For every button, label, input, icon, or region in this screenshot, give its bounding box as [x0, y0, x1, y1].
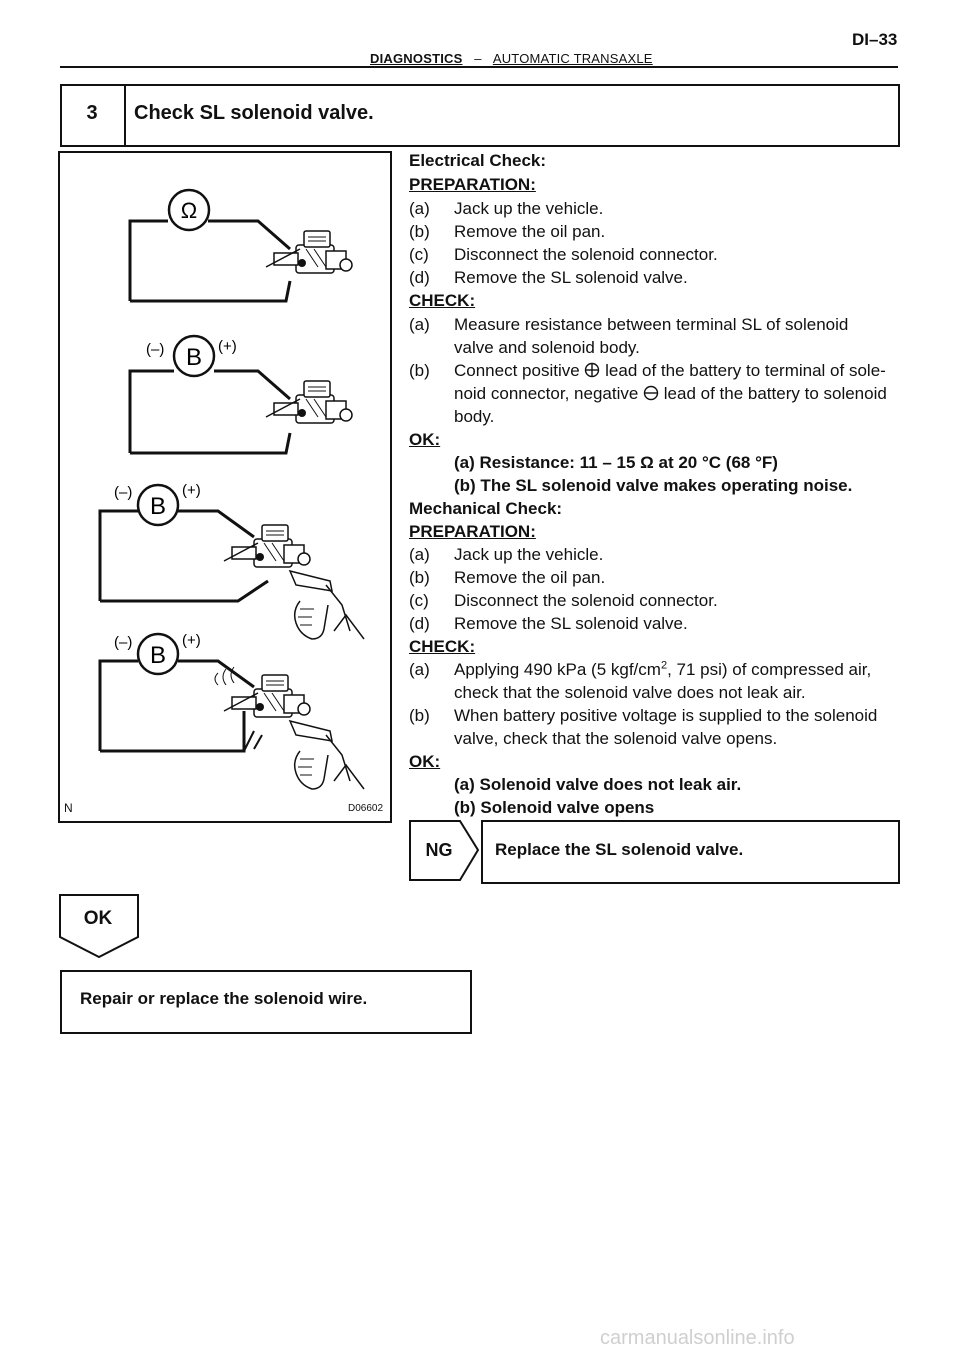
- header-rule: [60, 66, 898, 68]
- electrical-preparation-heading: PREPARATION:: [409, 175, 536, 194]
- check-label: (b): [409, 706, 430, 725]
- check-step-line: When battery positive voltage is supplied to the solenoid: [454, 706, 878, 725]
- watermark: carmanualsonline.info: [600, 1327, 795, 1349]
- prep-label: (a): [409, 199, 430, 218]
- check-label: (a): [409, 315, 430, 334]
- prep-step: Remove the SL solenoid valve.: [454, 614, 688, 633]
- check-step-line: valve and solenoid body.: [454, 338, 640, 357]
- battery-letter: B: [149, 642, 167, 669]
- battery-test-panel: [130, 336, 352, 453]
- ohm-symbol: Ω: [180, 198, 198, 223]
- check-text: Applying 490 kPa (5 kgf/cm: [454, 660, 661, 679]
- ng-action: Replace the SL solenoid valve.: [495, 840, 744, 859]
- running-header: [370, 51, 653, 66]
- negative-terminal-label: (–): [146, 341, 165, 358]
- negative-terminal-label: (–): [114, 634, 133, 651]
- check-step-line: [454, 383, 887, 407]
- prep-step: Jack up the vehicle.: [454, 545, 604, 564]
- figure-corner-letter: N: [64, 801, 73, 815]
- prep-label: (b): [409, 222, 430, 241]
- prep-label: (c): [409, 245, 429, 264]
- check-step-line: valve, check that the solenoid valve opens.: [454, 729, 778, 748]
- prep-step: Remove the SL solenoid valve.: [454, 268, 688, 287]
- step-number: 3: [86, 102, 98, 124]
- prep-label: (b): [409, 568, 430, 587]
- solenoid-test-illustration: [58, 151, 390, 821]
- prep-step: Jack up the vehicle.: [454, 199, 604, 218]
- prep-label: (a): [409, 545, 430, 564]
- prep-label: (c): [409, 591, 429, 610]
- electrical-check-subheading: CHECK:: [409, 291, 476, 310]
- positive-terminal-label: (+): [182, 632, 201, 649]
- prep-step: Remove the oil pan.: [454, 222, 606, 241]
- positive-terminal-label: (+): [218, 338, 237, 355]
- ok-label: OK: [83, 908, 113, 929]
- superscript: 2: [660, 659, 668, 672]
- check-step-line: check that the solenoid valve does not leak air.: [454, 683, 806, 702]
- check-text: lead of the battery to terminal of sole-: [605, 361, 886, 380]
- check-step-line: [454, 360, 886, 384]
- header-separator: –: [474, 51, 482, 66]
- negative-symbol-icon: [643, 385, 659, 407]
- check-text: noid connector, negative: [454, 384, 639, 403]
- positive-symbol-icon: [584, 362, 600, 384]
- prep-step: Remove the oil pan.: [454, 568, 606, 587]
- valve-open-test-panel: [100, 632, 364, 789]
- subsection-title: AUTOMATIC TRANSAXLE: [492, 51, 653, 66]
- mechanical-ok-heading: OK:: [409, 752, 441, 771]
- check-text: Connect positive: [454, 361, 580, 380]
- mechanical-check-subheading: CHECK:: [409, 637, 476, 656]
- mechanical-check-heading: Mechanical Check:: [409, 499, 563, 518]
- battery-letter: B: [185, 344, 203, 371]
- check-step-line: [454, 659, 871, 681]
- step-title: Check SL solenoid valve.: [134, 102, 374, 124]
- check-step-line: body.: [454, 407, 495, 426]
- prep-label: (d): [409, 614, 430, 633]
- check-step-line: Measure resistance between terminal SL of solenoid: [454, 315, 849, 334]
- positive-terminal-label: (+): [182, 482, 201, 499]
- electrical-check-heading: Electrical Check:: [409, 151, 547, 170]
- page-number: DI–33: [852, 30, 898, 49]
- check-label: (b): [409, 361, 430, 380]
- section-title: DIAGNOSTICS: [370, 51, 463, 66]
- repair-action: Repair or replace the solenoid wire.: [80, 989, 368, 1008]
- ng-label: NG: [425, 840, 453, 860]
- ok-criterion: (a) Solenoid valve does not leak air.: [454, 775, 742, 794]
- check-text: lead of the battery to solenoid: [663, 384, 887, 403]
- step-divider: [124, 84, 126, 147]
- battery-letter: B: [149, 493, 167, 520]
- check-label: (a): [409, 660, 430, 679]
- air-test-panel: [100, 482, 364, 639]
- negative-terminal-label: (–): [114, 484, 133, 501]
- ok-criterion: (b) The SL solenoid valve makes operating noise.: [454, 476, 853, 495]
- prep-step: Disconnect the solenoid connector.: [454, 245, 718, 264]
- ohmmeter-test-panel: [130, 190, 352, 301]
- ok-criterion: (b) Solenoid valve opens: [454, 798, 655, 817]
- electrical-ok-heading: OK:: [409, 430, 441, 449]
- figure-code: D06602: [348, 803, 384, 814]
- prep-label: (d): [409, 268, 430, 287]
- ok-criterion: (a) Resistance: 11 – 15 Ω at 20 °C (68 °F): [454, 453, 778, 472]
- prep-step: Disconnect the solenoid connector.: [454, 591, 718, 610]
- mechanical-preparation-heading: PREPARATION:: [409, 522, 536, 541]
- check-text: , 71 psi) of compressed air,: [667, 660, 872, 679]
